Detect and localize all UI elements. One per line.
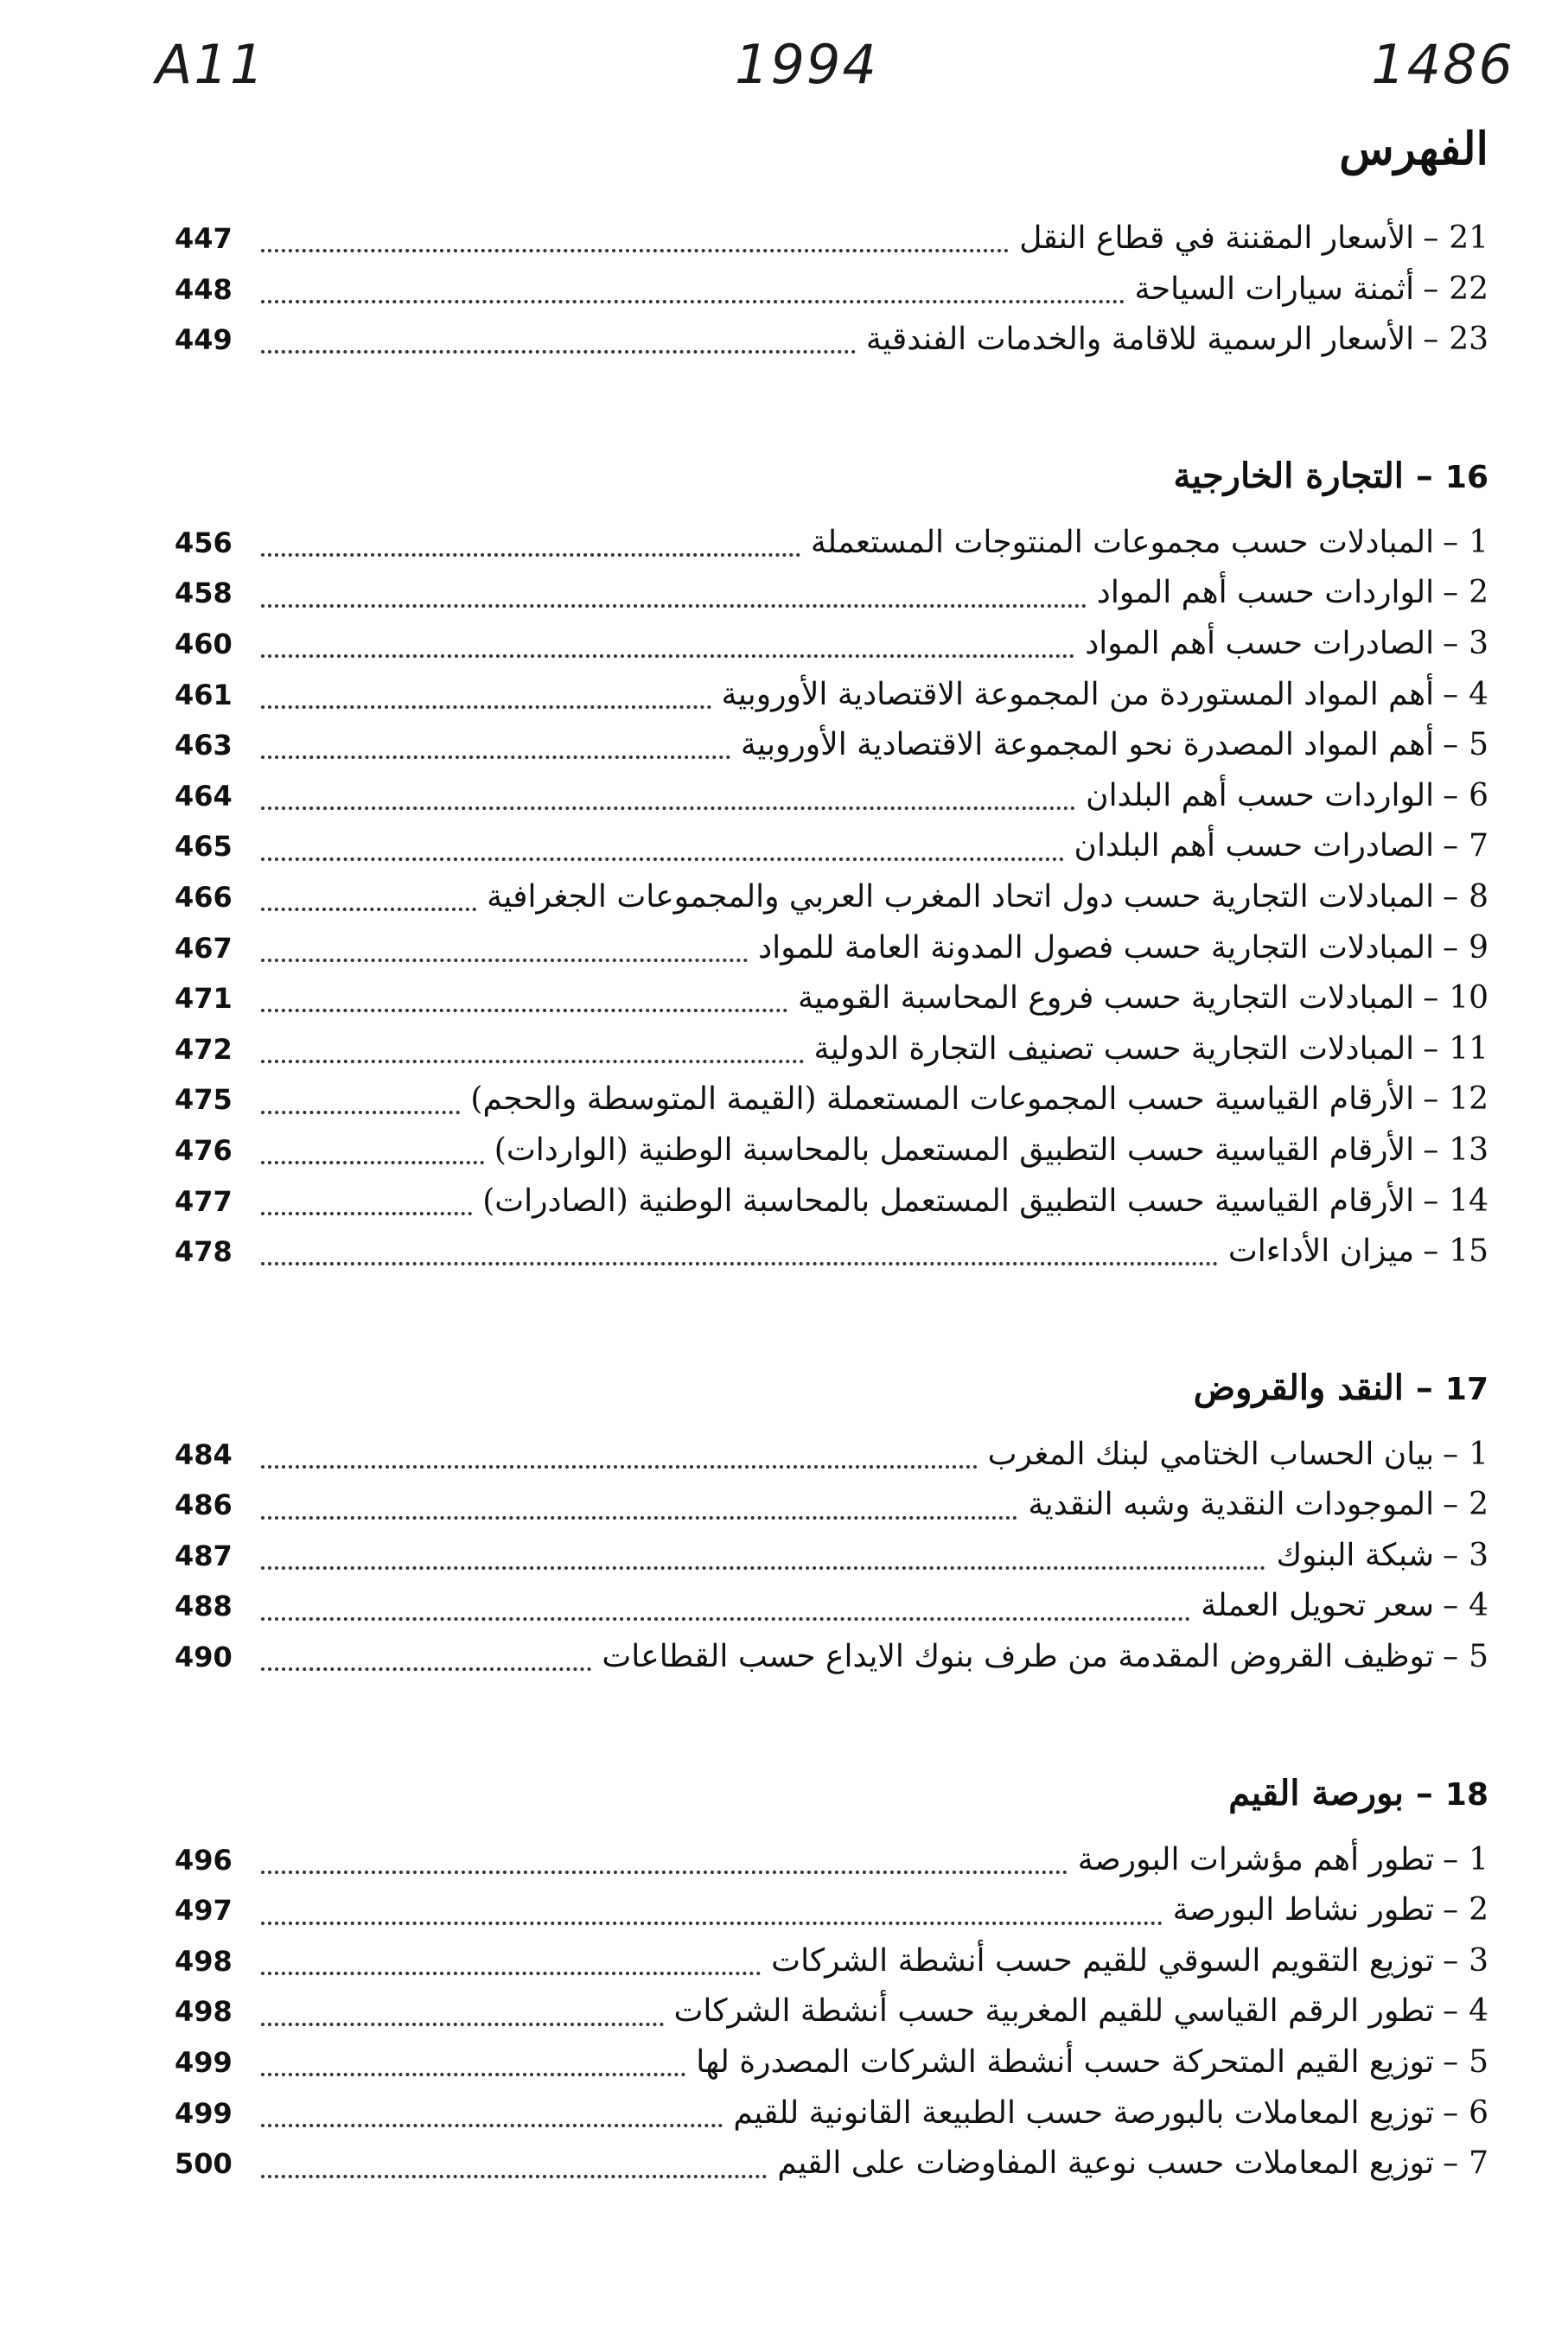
toc-entry-18-7 [175, 2145, 1488, 2196]
entry-number: 1 [1469, 524, 1488, 560]
entry-number: 1 [1469, 1436, 1488, 1472]
dot-leader [261, 1212, 472, 1215]
entry-page-number: 497 [175, 1894, 233, 1928]
entry-page-number: 463 [175, 729, 233, 762]
entry-page-number: 472 [175, 1032, 233, 1066]
entry-dash: – [1443, 777, 1459, 813]
entry-label: الصادرات حسب أهم البلدان [1074, 828, 1435, 864]
entry-label: الأرقام القياسية حسب التطبيق المستعمل بالمحاسبة الوطنية (الواردات) [494, 1131, 1415, 1168]
toc-entry-17-3 [175, 1538, 1488, 1589]
dot-leader [261, 1871, 1068, 1874]
dot-leader [261, 1009, 787, 1012]
entry-number: 8 [1469, 878, 1488, 915]
entry-label: الواردات حسب أهم البلدان [1086, 777, 1435, 813]
toc-entry-18-5 [175, 2044, 1488, 2095]
entry-dash: – [1443, 625, 1459, 661]
entry-label: ميزان الأداءات [1227, 1233, 1415, 1270]
toc-entry-intro-3 [175, 322, 1488, 373]
entry-number: 4 [1469, 1993, 1488, 2030]
entry-page-number: 465 [175, 830, 233, 864]
section-18 [175, 1773, 1488, 2196]
entry-dash: – [1443, 2094, 1459, 2131]
entry-label: الموجودات النقدية وشبه النقدية [1028, 1487, 1435, 1523]
toc-entry-16-11 [175, 1031, 1488, 1082]
dot-leader [261, 1465, 978, 1469]
entry-dash: – [1423, 1081, 1439, 1118]
entry-number: 4 [1469, 676, 1488, 712]
entry-dash: – [1443, 1537, 1459, 1573]
entry-page-number: 464 [175, 779, 233, 813]
entry-label: الواردات حسب أهم المواد [1096, 575, 1435, 611]
dot-leader [261, 2073, 685, 2076]
toc-entry-intro-1 [175, 220, 1488, 271]
entry-dash: – [1443, 1588, 1459, 1624]
entry-number: 12 [1449, 1081, 1488, 1118]
entry-number: 11 [1449, 1030, 1488, 1067]
entry-page-number: 488 [175, 1590, 233, 1623]
entry-label: المبادلات التجارية حسب فروع المحاسبة القومية [797, 980, 1415, 1017]
dot-leader [261, 1161, 484, 1164]
entry-page-number: 498 [175, 1995, 233, 2029]
dot-leader [261, 2023, 664, 2026]
entry-dash: – [1443, 929, 1459, 966]
handwritten-number-top-right: 1486 [1371, 33, 1514, 96]
toc-entry-17-4 [175, 1588, 1488, 1639]
entry-page-number: 461 [175, 678, 233, 711]
entry-label: أهم المواد المصدرة نحو المجموعة الاقتصادية الأوروبية [740, 727, 1435, 763]
dot-leader [261, 1922, 1163, 1925]
entry-number: 5 [1469, 1639, 1488, 1675]
toc-entry-16-1 [175, 525, 1488, 576]
entry-label: توزيع المعاملات حسب نوعية المفاوضات على القيم [777, 2145, 1435, 2182]
section-title: بورصة القيم [1228, 1772, 1404, 1813]
entry-page-number: 471 [175, 982, 233, 1016]
entry-dash: – [1443, 1892, 1459, 1928]
dot-leader [261, 1262, 1218, 1265]
entry-page-number: 475 [175, 1083, 233, 1117]
entry-number: 4 [1469, 1588, 1488, 1624]
entry-page-number: 477 [175, 1184, 233, 1218]
entry-number: 1 [1469, 1841, 1488, 1877]
dot-leader [261, 755, 730, 759]
entry-dash: – [1443, 727, 1459, 763]
toc-entry-16-13 [175, 1132, 1488, 1183]
section-entries-list [175, 1842, 1488, 2196]
entry-page-number: 484 [175, 1437, 233, 1471]
handwritten-code-top-left: A11 [156, 33, 266, 96]
dot-leader [261, 300, 1125, 303]
handwritten-year-top-center: 1994 [735, 33, 878, 96]
entry-number: 7 [1469, 828, 1488, 864]
section-entries-list [175, 1437, 1488, 1690]
entry-page-number: 447 [175, 222, 233, 255]
entry-label: الأسعار الرسمية للاقامة والخدمات الفندقية [865, 322, 1415, 358]
entry-page-number: 496 [175, 1843, 233, 1877]
entry-number: 21 [1449, 220, 1488, 256]
dot-leader [261, 1111, 460, 1114]
toc-entry-17-2 [175, 1487, 1488, 1538]
entry-number: 5 [1469, 727, 1488, 763]
dot-leader [261, 654, 1074, 658]
entry-dash: – [1443, 828, 1459, 864]
entry-number: 5 [1469, 2044, 1488, 2081]
entry-dash: – [1443, 1436, 1459, 1472]
entry-page-number: 499 [175, 2096, 233, 2130]
entry-dash: – [1423, 1131, 1439, 1168]
entry-number: 22 [1449, 271, 1488, 307]
entry-label: المبادلات التجارية حسب تصنيف التجارة الدولية [813, 1030, 1415, 1067]
toc-entry-16-14 [175, 1183, 1488, 1234]
entry-label: تطور نشاط البورصة [1172, 1892, 1435, 1928]
section-heading [175, 1367, 1488, 1430]
toc-entry-16-5 [175, 727, 1488, 778]
toc-entry-16-8 [175, 879, 1488, 930]
toc-entry-16-2 [175, 575, 1488, 626]
entry-page-number: 498 [175, 1944, 233, 1978]
entry-page-number: 490 [175, 1641, 233, 1674]
entry-page-number: 449 [175, 323, 233, 357]
entry-label: الأرقام القياسية حسب المجموعات المستعملة (القيمة المتوسطة والحجم) [470, 1081, 1415, 1118]
entry-page-number: 476 [175, 1133, 233, 1167]
dot-leader [261, 1060, 804, 1063]
entry-page-number: 458 [175, 577, 233, 610]
entry-page-number: 448 [175, 272, 233, 306]
entry-label: توزيع القيم المتحركة حسب أنشطة الشركات المصدرة لها [696, 2044, 1435, 2081]
dot-leader [261, 2124, 723, 2127]
section-dash: – [1415, 1367, 1433, 1408]
entry-label: المبادلات حسب مجموعات المنتوجات المستعملة [810, 524, 1435, 560]
entry-page-number: 478 [175, 1235, 233, 1269]
entry-dash: – [1443, 1993, 1459, 2030]
entry-label: المبادلات التجارية حسب فصول المدونة العامة للمواد [758, 929, 1435, 966]
intro-entries-list [175, 220, 1488, 373]
toc-entry-18-3 [175, 1943, 1488, 1994]
toc-entry-17-1 [175, 1437, 1488, 1488]
entry-label: بيان الحساب الختامي لبنك المغرب [987, 1436, 1435, 1472]
entry-number: 10 [1449, 980, 1488, 1017]
entry-label: المبادلات التجارية حسب دول اتحاد المغرب العربي والمجموعات الجغرافية [487, 878, 1435, 915]
entry-label: أهم المواد المستوردة من المجموعة الاقتصادية الأوروبية [721, 676, 1435, 712]
toc-entry-16-9 [175, 930, 1488, 981]
entry-number: 6 [1469, 2094, 1488, 2131]
entry-number: 6 [1469, 777, 1488, 813]
entry-dash: – [1443, 575, 1459, 611]
section-number: 16 [1444, 459, 1488, 495]
entry-label: الأسعار المقننة في قطاع النقل [1019, 220, 1415, 256]
entry-number: 3 [1469, 625, 1488, 661]
toc-entry-18-4 [175, 1993, 1488, 2044]
entry-page-number: 467 [175, 931, 233, 965]
dot-leader [261, 1972, 761, 1975]
entry-dash: – [1443, 1841, 1459, 1877]
section-number: 17 [1444, 1371, 1488, 1407]
entry-dash: – [1423, 220, 1439, 256]
entry-number: 15 [1449, 1233, 1488, 1270]
dot-leader [261, 1566, 1265, 1570]
entry-label: أثمنة سيارات السياحة [1134, 271, 1415, 307]
dot-leader [261, 350, 856, 354]
entry-page-number: 500 [175, 2147, 233, 2181]
entry-label: توزيع التقويم السوقي للقيم حسب أنشطة الشركات [771, 1942, 1435, 1979]
entry-label: تطور الرقم القياسي للقيم المغربية حسب أنشطة الشركات [673, 1993, 1435, 2030]
dot-leader [261, 1667, 591, 1671]
toc-entry-18-2 [175, 1892, 1488, 1943]
entry-page-number: 486 [175, 1488, 233, 1522]
entry-number: 2 [1469, 1487, 1488, 1523]
entry-page-number: 460 [175, 627, 233, 660]
section-dash: – [1415, 1772, 1433, 1813]
entry-number: 23 [1449, 322, 1488, 358]
section-heading [175, 456, 1488, 518]
entry-label: سعر تحويل العملة [1201, 1588, 1435, 1624]
entry-dash: – [1443, 1942, 1459, 1979]
toc-entry-16-4 [175, 677, 1488, 728]
entry-number: 2 [1469, 575, 1488, 611]
toc-entry-16-10 [175, 980, 1488, 1031]
entry-number: 3 [1469, 1942, 1488, 1979]
entry-dash: – [1443, 676, 1459, 712]
entry-dash: – [1423, 980, 1439, 1017]
toc-entry-intro-2 [175, 271, 1488, 322]
entry-label: تطور أهم مؤشرات البورصة [1077, 1841, 1435, 1877]
entry-dash: – [1423, 1182, 1439, 1219]
dot-leader [261, 2175, 767, 2178]
entry-page-number: 487 [175, 1539, 233, 1572]
toc-entry-16-12 [175, 1081, 1488, 1132]
entry-label: توظيف القروض المقدمة من طرف بنوك الايداع حسب القطاعات [602, 1639, 1435, 1675]
entry-label: الصادرات حسب أهم المواد [1085, 625, 1435, 661]
entry-number: 3 [1469, 1537, 1488, 1573]
entry-number: 14 [1449, 1182, 1488, 1219]
section-17 [175, 1367, 1488, 1690]
dot-leader [261, 1617, 1190, 1621]
sections-container [175, 456, 1488, 2196]
dot-leader [261, 908, 476, 911]
entry-dash: – [1423, 1233, 1439, 1270]
dot-leader [261, 604, 1087, 608]
entry-label: توزيع المعاملات بالبورصة حسب الطبيعة القانونية للقيم [733, 2094, 1435, 2131]
entry-dash: – [1443, 878, 1459, 915]
page-title: الفهرس [1339, 123, 1488, 175]
section-16 [175, 456, 1488, 1284]
toc-entry-18-1 [175, 1842, 1488, 1893]
section-title: النقد والقروض [1193, 1367, 1404, 1408]
dot-leader [261, 249, 1009, 252]
toc-entry-16-7 [175, 828, 1488, 879]
toc-entry-17-5 [175, 1639, 1488, 1690]
toc-entry-16-3 [175, 626, 1488, 677]
dot-leader [261, 806, 1075, 810]
dot-leader [261, 705, 711, 709]
entry-label: شبكة البنوك [1276, 1537, 1435, 1573]
entry-dash: – [1423, 322, 1439, 358]
toc-entry-16-6 [175, 778, 1488, 829]
entry-page-number: 466 [175, 880, 233, 914]
section-heading [175, 1773, 1488, 1835]
section-number: 18 [1444, 1776, 1488, 1813]
entry-dash: – [1443, 1487, 1459, 1523]
dot-leader [261, 1516, 1017, 1520]
toc-entry-18-6 [175, 2095, 1488, 2146]
entry-number: 2 [1469, 1892, 1488, 1928]
entry-page-number: 456 [175, 526, 233, 559]
entry-dash: – [1443, 2044, 1459, 2081]
toc-entry-16-15 [175, 1233, 1488, 1284]
section-entries-list [175, 525, 1488, 1284]
entry-dash: – [1423, 1030, 1439, 1067]
dot-leader [261, 857, 1064, 861]
entry-number: 13 [1449, 1131, 1488, 1168]
dot-leader [261, 959, 748, 962]
entry-dash: – [1443, 1639, 1459, 1675]
section-title: التجارة الخارجية [1173, 455, 1404, 496]
entry-number: 9 [1469, 929, 1488, 966]
entry-dash: – [1423, 271, 1439, 307]
dot-leader [261, 553, 800, 557]
entry-dash: – [1443, 2145, 1459, 2182]
entry-label: الأرقام القياسية حسب التطبيق المستعمل بالمحاسبة الوطنية (الصادرات) [482, 1182, 1415, 1219]
entry-number: 7 [1469, 2145, 1488, 2182]
entry-dash: – [1443, 524, 1459, 560]
entry-page-number: 499 [175, 2046, 233, 2080]
table-of-contents [175, 220, 1488, 2196]
section-dash: – [1415, 455, 1433, 496]
